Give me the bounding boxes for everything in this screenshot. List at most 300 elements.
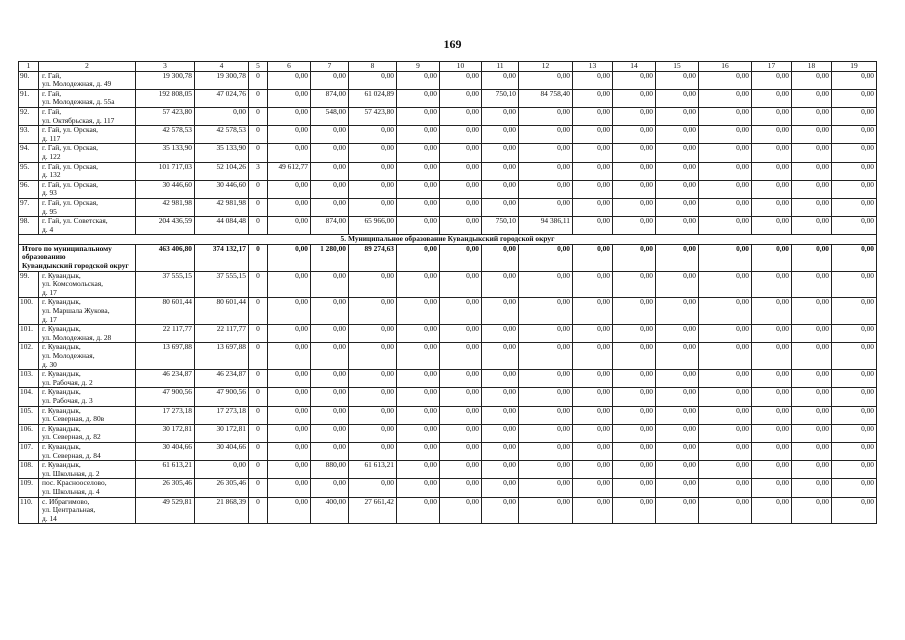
value-cell: 0,00 — [349, 343, 397, 370]
value-cell: 0,00 — [440, 71, 482, 89]
value-cell: 0,00 — [573, 442, 613, 460]
total-value-cell: 0,00 — [752, 244, 792, 271]
value-cell: 0,00 — [440, 107, 482, 125]
value-cell: 0,00 — [397, 217, 440, 235]
address-cell: г. Гай, ул. Орская, д. 122 — [39, 144, 136, 162]
value-cell: 0,00 — [832, 479, 877, 497]
value-cell: 30 446,60 — [195, 180, 249, 198]
value-cell: 0,00 — [613, 388, 656, 406]
value-cell: 61 024,89 — [349, 89, 397, 107]
value-cell: 0,00 — [792, 343, 832, 370]
value-cell: 0 — [249, 198, 268, 216]
value-cell: 0,00 — [832, 217, 877, 235]
value-cell: 30 172,81 — [136, 424, 195, 442]
value-cell: 0,00 — [613, 343, 656, 370]
value-cell: 0,00 — [268, 89, 311, 107]
column-header: 12 — [519, 62, 573, 72]
value-cell: 0 — [249, 144, 268, 162]
value-cell: 0,00 — [519, 442, 573, 460]
value-cell: 0,00 — [440, 325, 482, 343]
value-cell: 47 900,56 — [195, 388, 249, 406]
value-cell: 0,00 — [440, 162, 482, 180]
table-row — [19, 271, 877, 298]
value-cell: 0,00 — [440, 298, 482, 325]
value-cell: 0,00 — [832, 107, 877, 125]
section-title: 5. Муниципальное образование Кувандыкский городской округ — [19, 235, 877, 245]
column-header: 3 — [136, 62, 195, 72]
row-number: 95. — [19, 162, 39, 180]
value-cell: 0,00 — [573, 461, 613, 479]
value-cell: 0,00 — [792, 388, 832, 406]
value-cell: 0,00 — [311, 388, 349, 406]
value-cell: 0,00 — [397, 370, 440, 388]
value-cell: 52 104,26 — [195, 162, 249, 180]
total-label: Итого по муниципальному образованию Кувандыкский городской округ — [19, 244, 136, 271]
total-value-cell: 0,00 — [832, 244, 877, 271]
value-cell: 0 — [249, 217, 268, 235]
value-cell: 0,00 — [656, 89, 699, 107]
value-cell: 0,00 — [656, 497, 699, 524]
value-cell: 0,00 — [268, 370, 311, 388]
value-cell: 0,00 — [440, 126, 482, 144]
value-cell: 26 305,46 — [136, 479, 195, 497]
value-cell: 47 900,56 — [136, 388, 195, 406]
table-row — [19, 162, 877, 180]
value-cell: 0,00 — [268, 298, 311, 325]
value-cell: 0,00 — [699, 271, 752, 298]
value-cell: 0,00 — [349, 388, 397, 406]
value-cell: 0,00 — [752, 442, 792, 460]
value-cell: 0,00 — [792, 89, 832, 107]
value-cell: 0,00 — [440, 89, 482, 107]
value-cell: 0,00 — [656, 71, 699, 89]
value-cell: 0,00 — [349, 479, 397, 497]
value-cell: 0,00 — [311, 406, 349, 424]
value-cell: 0,00 — [699, 217, 752, 235]
value-cell: 22 117,77 — [136, 325, 195, 343]
table-row — [19, 180, 877, 198]
row-number: 100. — [19, 298, 39, 325]
value-cell: 0,00 — [699, 107, 752, 125]
value-cell: 0,00 — [699, 497, 752, 524]
value-cell: 0,00 — [397, 71, 440, 89]
value-cell: 0,00 — [832, 162, 877, 180]
value-cell: 0,00 — [656, 198, 699, 216]
value-cell: 0,00 — [482, 343, 519, 370]
table-row — [19, 144, 877, 162]
table-row — [19, 388, 877, 406]
value-cell: 0,00 — [792, 162, 832, 180]
column-header: 17 — [752, 62, 792, 72]
column-header: 8 — [349, 62, 397, 72]
value-cell: 0 — [249, 107, 268, 125]
row-number: 106. — [19, 424, 39, 442]
value-cell: 0,00 — [573, 71, 613, 89]
value-cell: 0,00 — [440, 271, 482, 298]
value-cell: 0,00 — [752, 217, 792, 235]
value-cell: 0,00 — [699, 370, 752, 388]
column-header: 11 — [482, 62, 519, 72]
value-cell: 57 423,80 — [349, 107, 397, 125]
value-cell: 0,00 — [613, 180, 656, 198]
column-header: 1 — [19, 62, 39, 72]
value-cell: 0,00 — [311, 370, 349, 388]
row-number: 91. — [19, 89, 39, 107]
value-cell: 0,00 — [613, 89, 656, 107]
value-cell: 65 966,00 — [349, 217, 397, 235]
total-value-cell: 463 406,80 — [136, 244, 195, 271]
address-cell: г. Гай, ул. Молодежная, д. 49 — [39, 71, 136, 89]
value-cell: 0,00 — [268, 442, 311, 460]
value-cell: 0,00 — [832, 271, 877, 298]
value-cell: 880,00 — [311, 461, 349, 479]
value-cell: 0,00 — [832, 406, 877, 424]
row-number: 110. — [19, 497, 39, 524]
value-cell: 0,00 — [349, 442, 397, 460]
value-cell: 0,00 — [573, 479, 613, 497]
value-cell: 0 — [249, 424, 268, 442]
value-cell: 0,00 — [752, 126, 792, 144]
address-cell: г. Гай, ул. Октябрьская, д. 117 — [39, 107, 136, 125]
value-cell: 0,00 — [311, 343, 349, 370]
value-cell: 0,00 — [482, 180, 519, 198]
value-cell: 0,00 — [311, 298, 349, 325]
value-cell: 19 300,78 — [136, 71, 195, 89]
value-cell: 0,00 — [699, 126, 752, 144]
value-cell: 61 613,21 — [349, 461, 397, 479]
row-number: 94. — [19, 144, 39, 162]
value-cell: 0,00 — [519, 198, 573, 216]
value-cell: 80 601,44 — [136, 298, 195, 325]
table-row — [19, 325, 877, 343]
address-cell: пос. Краснооселово, ул. Школьная, д. 4 — [39, 479, 136, 497]
value-cell: 0,00 — [311, 144, 349, 162]
value-cell: 0,00 — [268, 343, 311, 370]
value-cell: 0,00 — [613, 71, 656, 89]
value-cell: 0,00 — [268, 325, 311, 343]
value-cell: 0,00 — [268, 461, 311, 479]
table-row — [19, 424, 877, 442]
value-cell: 0,00 — [656, 461, 699, 479]
value-cell: 0,00 — [656, 144, 699, 162]
value-cell: 0,00 — [613, 497, 656, 524]
value-cell: 0,00 — [268, 497, 311, 524]
value-cell: 0,00 — [832, 89, 877, 107]
value-cell: 0 — [249, 461, 268, 479]
value-cell: 0,00 — [613, 162, 656, 180]
value-cell: 0,00 — [440, 370, 482, 388]
value-cell: 0,00 — [752, 298, 792, 325]
value-cell: 0,00 — [613, 126, 656, 144]
value-cell: 0,00 — [792, 107, 832, 125]
column-header: 16 — [699, 62, 752, 72]
address-cell: г. Кувандык, ул. Школьная, д. 2 — [39, 461, 136, 479]
value-cell: 22 117,77 — [195, 325, 249, 343]
total-value-cell: 0,00 — [792, 244, 832, 271]
value-cell: 0 — [249, 71, 268, 89]
value-cell: 0,00 — [699, 144, 752, 162]
value-cell: 0,00 — [268, 479, 311, 497]
value-cell: 0,00 — [699, 325, 752, 343]
value-cell: 0,00 — [573, 497, 613, 524]
value-cell: 0,00 — [482, 198, 519, 216]
value-cell: 27 661,42 — [349, 497, 397, 524]
value-cell: 0,00 — [311, 479, 349, 497]
value-cell: 0,00 — [440, 198, 482, 216]
value-cell: 0,00 — [397, 424, 440, 442]
value-cell: 0,00 — [397, 406, 440, 424]
value-cell: 0,00 — [311, 325, 349, 343]
value-cell: 0,00 — [752, 144, 792, 162]
value-cell: 0,00 — [268, 406, 311, 424]
value-cell: 0,00 — [195, 107, 249, 125]
value-cell: 0,00 — [268, 198, 311, 216]
value-cell: 0 — [249, 271, 268, 298]
value-cell: 0,00 — [519, 71, 573, 89]
value-cell: 0,00 — [792, 479, 832, 497]
table-row — [19, 479, 877, 497]
value-cell: 0,00 — [311, 198, 349, 216]
value-cell: 0,00 — [699, 298, 752, 325]
value-cell: 0,00 — [482, 325, 519, 343]
address-cell: г. Гай, ул. Орская, д. 95 — [39, 198, 136, 216]
column-header: 7 — [311, 62, 349, 72]
value-cell: 0,00 — [519, 180, 573, 198]
value-cell: 0,00 — [397, 479, 440, 497]
value-cell: 0,00 — [268, 424, 311, 442]
value-cell: 0,00 — [792, 126, 832, 144]
value-cell: 0,00 — [482, 461, 519, 479]
value-cell: 548,00 — [311, 107, 349, 125]
value-cell: 0,00 — [656, 343, 699, 370]
total-value-cell: 89 274,63 — [349, 244, 397, 271]
value-cell: 0,00 — [699, 461, 752, 479]
value-cell: 0 — [249, 442, 268, 460]
value-cell: 30 446,60 — [136, 180, 195, 198]
row-number: 96. — [19, 180, 39, 198]
value-cell: 80 601,44 — [195, 298, 249, 325]
value-cell: 0,00 — [397, 461, 440, 479]
value-cell: 0,00 — [311, 71, 349, 89]
value-cell: 19 300,78 — [195, 71, 249, 89]
total-value-cell: 0,00 — [440, 244, 482, 271]
value-cell: 0,00 — [573, 144, 613, 162]
value-cell: 0,00 — [832, 71, 877, 89]
row-number: 108. — [19, 461, 39, 479]
table-row — [19, 71, 877, 89]
page-number: 169 — [443, 37, 462, 51]
address-cell: г. Кувандык, ул. Комсомольская, д. 17 — [39, 271, 136, 298]
value-cell: 0 — [249, 343, 268, 370]
value-cell: 0,00 — [792, 271, 832, 298]
value-cell: 0 — [249, 388, 268, 406]
total-value-cell: 0,00 — [268, 244, 311, 271]
row-number: 98. — [19, 217, 39, 235]
column-header: 6 — [268, 62, 311, 72]
row-number: 92. — [19, 107, 39, 125]
value-cell: 0,00 — [482, 298, 519, 325]
value-cell: 0,00 — [311, 126, 349, 144]
value-cell: 0,00 — [656, 126, 699, 144]
column-header: 5 — [249, 62, 268, 72]
value-cell: 0,00 — [699, 442, 752, 460]
value-cell: 0,00 — [699, 479, 752, 497]
value-cell: 49 612,77 — [268, 162, 311, 180]
value-cell: 37 555,15 — [136, 271, 195, 298]
value-cell: 0,00 — [613, 198, 656, 216]
column-header: 9 — [397, 62, 440, 72]
value-cell: 0,00 — [349, 271, 397, 298]
value-cell: 0,00 — [349, 126, 397, 144]
value-cell: 0,00 — [752, 388, 792, 406]
value-cell: 0,00 — [832, 461, 877, 479]
value-cell: 0,00 — [482, 271, 519, 298]
value-cell: 0,00 — [349, 180, 397, 198]
value-cell: 0,00 — [792, 461, 832, 479]
value-cell: 0,00 — [482, 442, 519, 460]
value-cell: 0,00 — [792, 144, 832, 162]
table-row — [19, 298, 877, 325]
value-cell: 13 697,88 — [136, 343, 195, 370]
table-row — [19, 89, 877, 107]
value-cell: 0,00 — [699, 180, 752, 198]
value-cell: 0,00 — [573, 180, 613, 198]
column-header: 15 — [656, 62, 699, 72]
address-cell: г. Гай, ул. Орская, д. 132 — [39, 162, 136, 180]
value-cell: 0,00 — [656, 325, 699, 343]
value-cell: 0,00 — [832, 198, 877, 216]
total-value-cell: 0,00 — [656, 244, 699, 271]
value-cell: 42 981,98 — [136, 198, 195, 216]
value-cell: 0,00 — [613, 107, 656, 125]
value-cell: 0,00 — [482, 388, 519, 406]
value-cell: 0,00 — [832, 298, 877, 325]
value-cell: 0,00 — [792, 370, 832, 388]
value-cell: 0,00 — [573, 271, 613, 298]
value-cell: 37 555,15 — [195, 271, 249, 298]
value-cell: 0,00 — [519, 424, 573, 442]
value-cell: 0,00 — [752, 180, 792, 198]
value-cell: 0,00 — [268, 71, 311, 89]
value-cell: 0,00 — [268, 107, 311, 125]
value-cell: 101 717,03 — [136, 162, 195, 180]
value-cell: 0,00 — [519, 343, 573, 370]
value-cell: 0,00 — [613, 298, 656, 325]
value-cell: 0,00 — [397, 442, 440, 460]
value-cell: 192 808,05 — [136, 89, 195, 107]
address-cell: г. Кувандык, ул. Северная, д. 80в — [39, 406, 136, 424]
value-cell: 0,00 — [482, 424, 519, 442]
value-cell: 0,00 — [268, 180, 311, 198]
value-cell: 0,00 — [349, 370, 397, 388]
value-cell: 0,00 — [519, 298, 573, 325]
total-value-cell: 374 132,17 — [195, 244, 249, 271]
value-cell: 0,00 — [573, 370, 613, 388]
value-cell: 0,00 — [656, 370, 699, 388]
table-row — [19, 107, 877, 125]
table-row — [19, 406, 877, 424]
table-row — [19, 461, 877, 479]
value-cell: 0,00 — [752, 71, 792, 89]
value-cell: 0,00 — [440, 343, 482, 370]
value-cell: 0,00 — [792, 442, 832, 460]
value-cell: 0,00 — [832, 180, 877, 198]
value-cell: 0,00 — [699, 388, 752, 406]
value-cell: 0,00 — [311, 271, 349, 298]
value-cell: 0,00 — [311, 180, 349, 198]
value-cell: 0,00 — [832, 325, 877, 343]
value-cell: 0,00 — [752, 107, 792, 125]
total-value-cell: 0,00 — [573, 244, 613, 271]
value-cell: 17 273,18 — [195, 406, 249, 424]
value-cell: 84 758,40 — [519, 89, 573, 107]
row-number: 109. — [19, 479, 39, 497]
value-cell: 0,00 — [519, 271, 573, 298]
value-cell: 0,00 — [699, 71, 752, 89]
value-cell: 0,00 — [440, 461, 482, 479]
value-cell: 0,00 — [752, 89, 792, 107]
total-value-cell: 0,00 — [613, 244, 656, 271]
value-cell: 0,00 — [482, 162, 519, 180]
value-cell: 21 868,39 — [195, 497, 249, 524]
value-cell: 0,00 — [752, 406, 792, 424]
value-cell: 0,00 — [792, 217, 832, 235]
value-cell: 0,00 — [268, 388, 311, 406]
table-row — [19, 497, 877, 524]
value-cell: 0 — [249, 89, 268, 107]
value-cell: 0,00 — [613, 271, 656, 298]
total-value-cell: 0 — [249, 244, 268, 271]
value-cell: 47 024,76 — [195, 89, 249, 107]
value-cell: 0,00 — [752, 497, 792, 524]
value-cell: 0,00 — [573, 126, 613, 144]
value-cell: 46 234,87 — [136, 370, 195, 388]
value-cell: 0,00 — [311, 424, 349, 442]
value-cell: 0,00 — [349, 406, 397, 424]
value-cell: 17 273,18 — [136, 406, 195, 424]
address-cell: г. Кувандык, ул. Северная, д. 84 — [39, 442, 136, 460]
address-cell: г. Гай, ул. Советская, д. 4 — [39, 217, 136, 235]
value-cell: 0,00 — [792, 198, 832, 216]
value-cell: 0,00 — [349, 298, 397, 325]
value-cell: 0,00 — [656, 162, 699, 180]
value-cell: 0,00 — [349, 325, 397, 343]
address-cell: г. Кувандык, ул. Молодежная, д. 28 — [39, 325, 136, 343]
value-cell: 0,00 — [656, 424, 699, 442]
value-cell: 0,00 — [752, 424, 792, 442]
value-cell: 0,00 — [699, 424, 752, 442]
row-number: 105. — [19, 406, 39, 424]
value-cell: 874,00 — [311, 89, 349, 107]
value-cell: 0 — [249, 497, 268, 524]
value-cell: 0,00 — [752, 479, 792, 497]
value-cell: 0,00 — [792, 298, 832, 325]
value-cell: 0,00 — [832, 442, 877, 460]
value-cell: 0,00 — [832, 343, 877, 370]
column-header: 2 — [39, 62, 136, 72]
total-value-cell: 0,00 — [519, 244, 573, 271]
column-header: 14 — [613, 62, 656, 72]
value-cell: 0,00 — [573, 343, 613, 370]
value-cell: 0,00 — [397, 144, 440, 162]
value-cell: 0,00 — [397, 271, 440, 298]
value-cell: 0,00 — [397, 325, 440, 343]
total-row — [19, 244, 877, 271]
value-cell: 0,00 — [349, 162, 397, 180]
value-cell: 0,00 — [397, 126, 440, 144]
table-row — [19, 217, 877, 235]
value-cell: 0,00 — [752, 370, 792, 388]
